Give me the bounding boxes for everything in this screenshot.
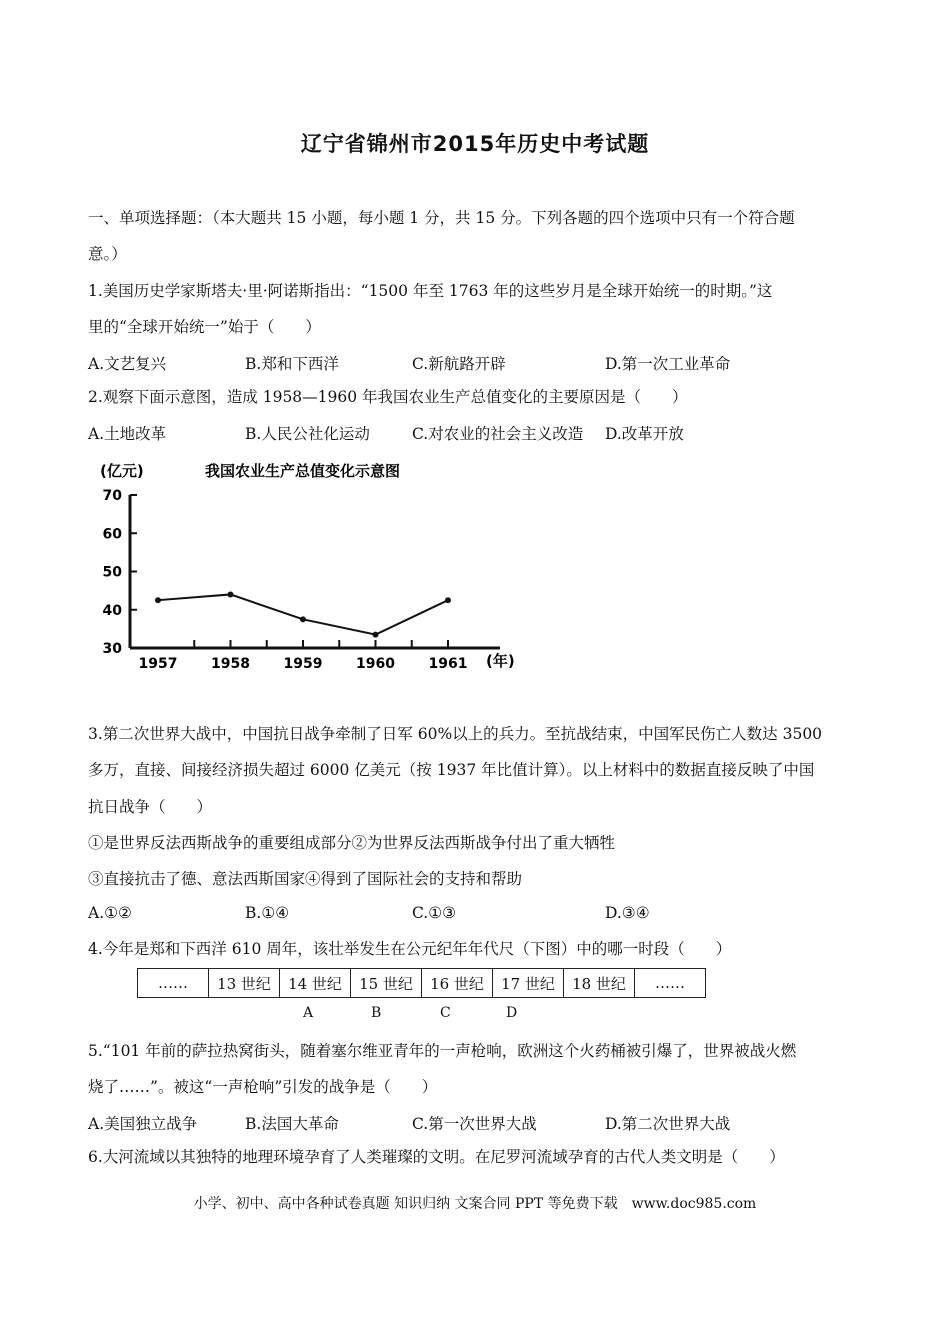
y-tick-label: 60 <box>102 526 122 543</box>
q5-option-b: B.法国大革命 <box>245 1115 339 1133</box>
data-point <box>373 632 379 638</box>
q6-line1: 6.大河流域以其独特的地理环境孕育了人类璀璨的文明。在尼罗河流域孕育的古代人类文明是（ ） <box>88 1148 785 1166</box>
timeline-cell: 15 世纪 <box>351 969 422 998</box>
timeline-cell: 14 世纪 <box>280 969 351 998</box>
x-tick-label: 1958 <box>211 656 250 672</box>
data-point <box>300 616 306 622</box>
x-tick-label: 1957 <box>138 656 178 672</box>
q3-statement2: ③直接抗击了德、意法西斯国家④得到了国际社会的支持和帮助 <box>88 870 523 888</box>
y-tick-label: 50 <box>102 564 122 581</box>
q5-option-c: C.第一次世界大战 <box>412 1115 537 1133</box>
q1-line1: 1.美国历史学家斯塔夫·里·阿诺斯指出：“1500 年至 1763 年的这些岁月是全球开始统一的时期。”这 <box>88 282 773 300</box>
agri-output-chart <box>90 452 540 677</box>
q5-line2: 烧了……”。被这“一声枪响”引发的战争是（ ） <box>88 1078 438 1096</box>
x-tick-label: 1960 <box>356 656 395 672</box>
q1-option-d: D.第一次工业革命 <box>605 355 731 373</box>
timeline-cell: …… <box>635 969 706 998</box>
data-point <box>445 597 451 603</box>
x-tick-label: 1961 <box>428 656 468 672</box>
q1-option-b: B.郑和下西洋 <box>245 355 339 373</box>
page-title: 辽宁省锦州市2015年历史中考试题 <box>300 132 650 156</box>
chart-title: 我国农业生产总值变化示意图 <box>205 462 401 480</box>
q5-option-d: D.第二次世界大战 <box>605 1115 731 1133</box>
timeline-label-d: D <box>506 1005 518 1021</box>
y-tick-label: 70 <box>102 488 122 504</box>
timeline-cell: 16 世纪 <box>422 969 493 998</box>
chart-y-unit: (亿元) <box>100 462 144 480</box>
era-timeline-table <box>137 968 706 998</box>
data-point <box>228 591 234 597</box>
timeline-cell: …… <box>138 969 209 998</box>
q5-option-a: A.美国独立战争 <box>88 1115 198 1133</box>
q3-option-d: D.③④ <box>605 904 650 922</box>
timeline-cell: 18 世纪 <box>564 969 635 998</box>
series-line <box>158 594 448 634</box>
q1-option-c: C.新航路开辟 <box>412 355 506 373</box>
page-footer: 小学、初中、高中各种试卷真题 知识归纳 文案合同 PPT 等免费下载 www.doc985.com <box>193 1196 757 1212</box>
q4-line1: 4.今年是郑和下西洋 610 周年，该壮举发生在公元纪年年代尺（下图）中的哪一时段（ ） <box>88 940 732 958</box>
timeline-label-c: C <box>440 1005 451 1021</box>
q3-line1: 3.第二次世界大战中，中国抗日战争牵制了日军 60%以上的兵力。至抗战结束，中国军民伤亡人数达 3500 <box>88 725 823 743</box>
x-tick-label: 1959 <box>283 656 323 672</box>
q3-statement1: ①是世界反法西斯战争的重要组成部分②为世界反法西斯战争付出了重大牺牲 <box>88 834 616 852</box>
q1-option-a: A.文艺复兴 <box>88 355 167 373</box>
y-tick-label: 30 <box>102 641 122 657</box>
section-instruction-line2: 意。） <box>88 245 127 263</box>
timeline-label-a: A <box>303 1005 314 1021</box>
y-tick-label: 40 <box>102 602 122 619</box>
q3-line3: 抗日战争（ ） <box>88 798 213 816</box>
data-point <box>155 597 161 603</box>
q1-line2: 里的“全球开始统一”始于（ ） <box>88 318 321 336</box>
q3-line2: 多万，直接、间接经济损失超过 6000 亿美元（按 1937 年比值计算）。以上材料中的数据直接反映了中国 <box>88 761 815 779</box>
chart-x-unit: (年) <box>486 652 515 670</box>
q3-option-b: B.①④ <box>245 904 290 922</box>
section-instruction-line1: 一、单项选择题：（本大题共 15 小题，每小题 1 分，共 15 分。下列各题的四个选项中只有一个符合题 <box>88 209 795 227</box>
q2-option-d: D.改革开放 <box>605 425 684 443</box>
timeline-cell: 17 世纪 <box>493 969 564 998</box>
q2-option-c: C.对农业的社会主义改造 <box>412 425 584 443</box>
q5-line1: 5.“101 年前的萨拉热窝街头，随着塞尔维亚青年的一声枪响，欧洲这个火药桶被引爆了，世界被战火燃 <box>88 1042 797 1060</box>
timeline-cell: 13 世纪 <box>209 969 280 998</box>
q2-option-b: B.人民公社化运动 <box>245 425 370 443</box>
q2-line1: 2.观察下面示意图，造成 1958—1960 年我国农业生产总值变化的主要原因是（ ） <box>88 388 688 406</box>
q3-option-c: C.①③ <box>412 904 457 922</box>
q2-option-a: A.土地改革 <box>88 425 167 443</box>
timeline-label-b: B <box>371 1005 382 1021</box>
q3-option-a: A.①② <box>88 904 132 922</box>
